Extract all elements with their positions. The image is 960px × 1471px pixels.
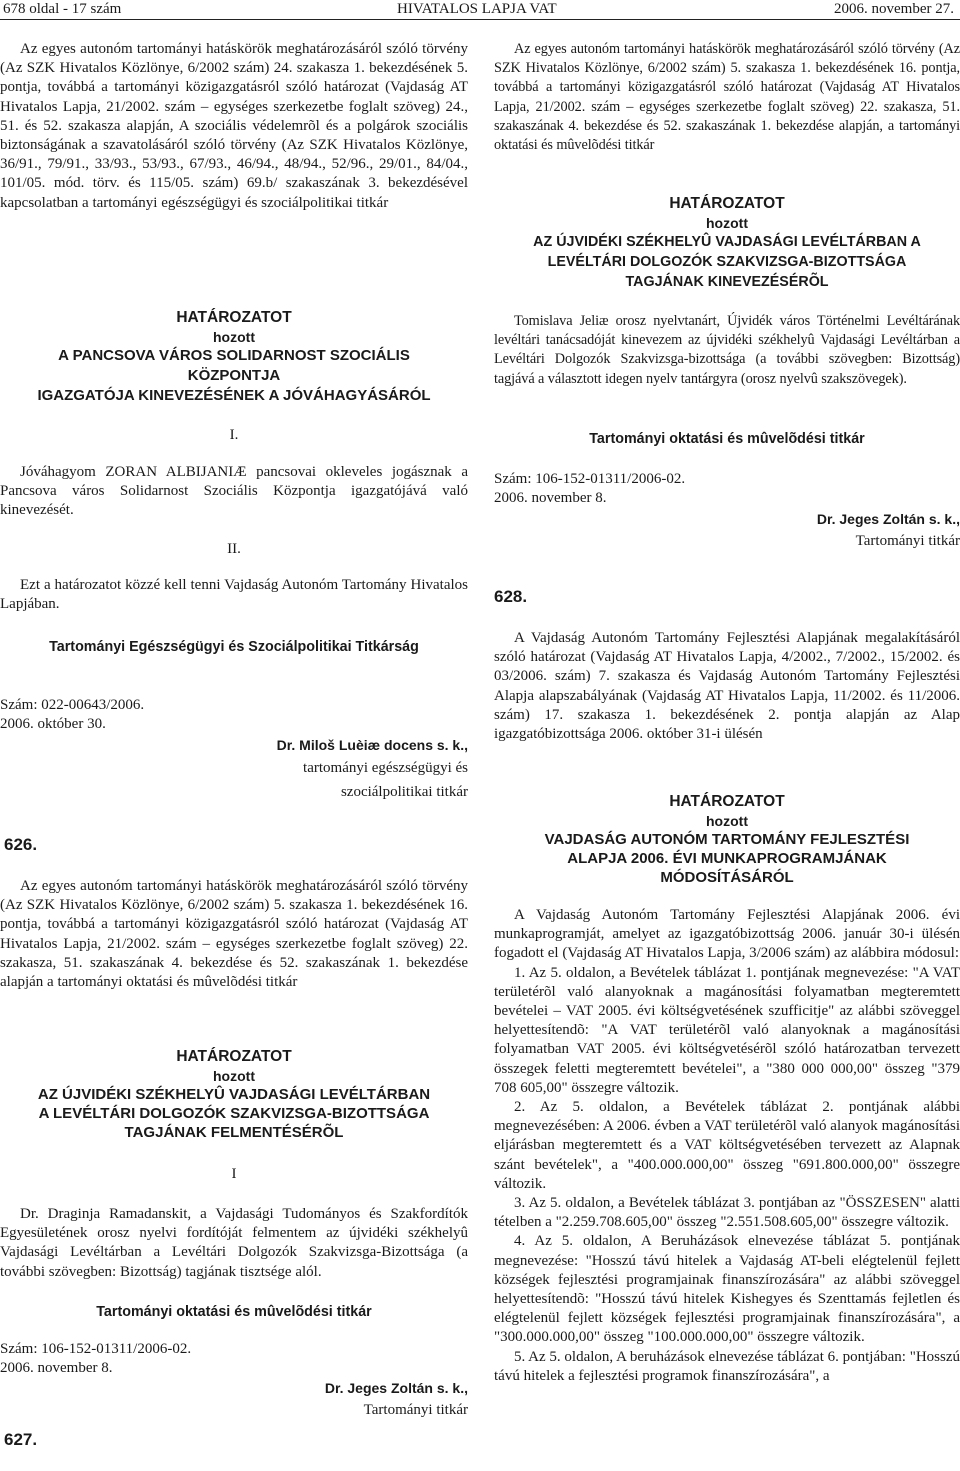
section-body: Dr. Draginja Ramadanskit, a Vajdasági Tudományos és Szakfordítók Egyesületének orosz nyelvi fordítóját felmentem az újvidéki székhelyû Vajdasági Levéltárban a Levéltári Dolgozók Szakvizsga-Bizottsága (a további szövegben: Bizottság) tagjának tisztsége alól. xyxy=(0,1206,468,1280)
resolution-subject-line: AZ ÚJVIDÉKI SZÉKHELYÛ VAJDASÁGI LEVÉLTÁRBAN A xyxy=(533,234,921,250)
resolution-heading xyxy=(494,194,960,292)
amendment-item: 1. Az 5. oldalon, a Bevételek táblázat 1. pontjának megnevezése: "A VAT területérõl való alanyoknak a magánosítási folyamatban megteremtett bevételei – VAT 2005. évi költségvetésének szufficitje" az alábbi szöveggel helyettesítendõ: "A VAT területérõl való alanyoknak a magánosítási folyamatban VAT 2005. évi költségvetésérõl szóló határozatban tervezett összegek feletti megteremtett bevételei", a "380 000 000,00" összeg "379 708 605,00" összegre változik. xyxy=(494,964,960,1096)
signatory-role: szociálpolitikai titkár xyxy=(340,784,468,801)
signatory-role: tartományi egészségügyi és xyxy=(303,760,468,777)
body-paragraph: A Vajdaság Autonóm Tartomány Fejlesztési Alapjának 2006. évi munkaprogramját, amelyet az igazgatóbizottság 2006. január 30-i ülésén fogadott el (Vajdaság AT Hivatalos Lapja, 3/2006 szám) az alábbira módosul: xyxy=(494,907,960,962)
resolution-heading xyxy=(494,792,960,887)
signature-block xyxy=(0,736,468,803)
issuing-office: Tartományi Egészségügyi és Szociálpolitikai Titkárság xyxy=(49,639,419,655)
document-reference xyxy=(0,1340,468,1378)
signatory-name: Dr. Jeges Zoltán s. k., xyxy=(816,511,960,527)
signatory-name: Dr. Jeges Zoltán s. k., xyxy=(324,1380,468,1396)
resolution-subject-line: IGAZGATÓJA KINEVEZÉSÉNEK A JÓVÁHAGYÁSÁRÓL xyxy=(37,387,431,404)
resolution-title: HATÁROZATOT xyxy=(669,195,785,212)
amendment-item: 5. Az 5. oldalon, A beruházások elnevezése táblázat 6. pontjában: "Hosszú távú hitelek a fejlesztési programok finanszírozására", a xyxy=(494,1348,960,1384)
reference-date: 2006. október 30. xyxy=(0,716,106,733)
section-number: II. xyxy=(227,541,241,557)
section-number: I xyxy=(231,1166,237,1182)
issue-date: 2006. november 27. xyxy=(834,1,954,17)
section-body: Jóváhagyom ZORAN ALBIJANIÆ pancsovai okleveles jogásznak a Pancsova város Solidarnost Szociális Központja igazgatójává való kinevezését. xyxy=(0,464,468,519)
resolution-title: HATÁROZATOT xyxy=(176,1048,292,1065)
left-column xyxy=(0,0,468,1471)
resolution-hozott: hozott xyxy=(213,329,255,345)
page-number: 678 oldal - 17 szám xyxy=(3,1,122,17)
resolution-subject-line: A LEVÉLTÁRI DOLGOZÓK SZAKVIZSGA-BIZOTTSÁGA xyxy=(38,1105,430,1122)
section-number: I. xyxy=(229,427,239,443)
resolution-subject-line: A PANCSOVA VÁROS SOLIDARNOST SZOCIÁLIS xyxy=(58,347,410,364)
signatory-role: Tartományi titkár xyxy=(363,1402,468,1419)
right-column xyxy=(494,0,960,1471)
signatory-role: Tartományi titkár xyxy=(855,533,960,550)
resolution-body xyxy=(494,906,960,1386)
document-reference xyxy=(0,696,468,734)
resolution-intro: Az egyes autonóm tartományi hatáskörök meghatározásáról szóló törvény (Az SZK Hivatalos Közlönye, 6/2002 szám) 5. szakasza 1. bekezdésének 16. pontja, továbbá a tartományi közigazgatásról szóló határozat (Vajdaság AT Hivatalos Lapja, 21/2002. szám – egységes szerkezetbe foglalt szöveg) 22. szakasza, 51. szakaszának 4. bekezdése és 52. szakaszának 1. bekezdése alapján, a tartományi oktatási és mûvelõdési titkár xyxy=(494,41,960,154)
resolution-subject-line: VAJDASÁG AUTONÓM TARTOMÁNY FEJLESZTÉSI xyxy=(544,831,910,848)
resolution-subject-line: AZ ÚJVIDÉKI SZÉKHELYÛ VAJDASÁGI LEVÉLTÁRBAN xyxy=(37,1086,431,1103)
section-body: Tomislava Jeliæ orosz nyelvtanárt, Újvidék város Történelmi Levéltárának levéltári tanácsadóját kinevezem az újvidéki székhelyû Vajdasági Levéltárban a Levéltári Dolgozók Szakvizsga-bizottsága (a további szövegben: Bizottság) tagjává a választott idegen nyelv tantárgyra (orosz nyelvû szakszövegek). xyxy=(494,313,960,387)
resolution-title: HATÁROZATOT xyxy=(669,793,785,810)
journal-title: HIVATALOS LAPJA VAT xyxy=(397,1,557,17)
signature-block xyxy=(0,1379,468,1422)
resolution-title: HATÁROZATOT xyxy=(176,309,292,326)
resolution-hozott: hozott xyxy=(706,215,748,231)
document-number: 626. xyxy=(4,835,38,854)
resolution-subject-line: TAGJÁNAK FELMENTÉSÉRÕL xyxy=(124,1124,344,1141)
resolution-subject-line: ALAPJA 2006. ÉVI MUNKAPROGRAMJÁNAK xyxy=(567,850,887,867)
amendment-item: 4. Az 5. oldalon, A Beruházások elnevezése táblázat 5. pontjának megnevezése: "Hosszú távú hitelek a Vajdaság AT-beli elégtelenül fejlett községek fejlesztési programjainak finanszírozására" az alábbi szöveggel helyettesítendõ: "Hosszú távú hitelek Kishegyes és Szenttamás fejletlen és elégtelenül fejlett községek fejlesztési programjainak finanszírozására", a "300.000.000,00" összeg "100.000.000,00" összegre változik. xyxy=(494,1233,960,1346)
amendment-item: 2. Az 5. oldalon, a Bevételek táblázat 2. pontjának alábbi megnevezésében: A 2006. évben a VAT területérõl való alanyok magánosítási eljárásban megteremtett és a VAT költségvetésében tervezett az Alapnak szánt bevételek", a "400.000.000,00" összeg "691.800.000,00" összegre változik. xyxy=(494,1099,960,1192)
resolution-intro: A Vajdaság Autonóm Tartomány Fejlesztési Alapjának megalakításáról szóló határozat (Vajdaság AT Hivatalos Lapja, 4/2002., 7/2002., 15/2002. és 03/2006. szám) 7. szakasza és Vajdaság Autonóm Tartomány Fejlesztési Alapja alapszabályának (Vajdaság AT Hivatalos Lapja, 11/2002. és 11/2006. szám) 17. szakasza 1. bekezdésének 2. pontja alapján az Alap igazgatóbizottsága 2006. október 31-i ülésén xyxy=(494,630,960,743)
reference-number: Szám: 022-00643/2006. xyxy=(0,697,145,713)
intro-paragraph: Az egyes autonóm tartományi hatáskörök meghatározásáról szóló törvény (Az SZK Hivatalos Közlönye, 6/2002 szám) 24. szakasza 1. bekezdésének 5. pontja, továbbá a tartományi közigazgatásról szóló határozat (Vajdaság AT Hivatalos Lapja, 21/2002. szám – egységes szerkezetbe foglalt szöveg) 24., 51. és 52. szakasza alapján, A szociális védelemrõl és a polgárok szociális biztonságának a szavatolásáról szóló törvény (Az SZK Hivatalos Közlönye, 36/91., 79/91., 33/93., 53/93., 67/93., 46/94., 48/94., 52/96., 29/01., 84/04., 101/05. mód. törv. és 115/05. szám) 69.b/ szakaszának 3. bekezdésével kapcsolatban a tartományi egészségügyi és szociálpolitikai titkár xyxy=(0,41,468,211)
resolution-hozott: hozott xyxy=(706,813,748,829)
document-number: 627. xyxy=(4,1430,38,1449)
reference-number: Szám: 106-152-01311/2006-02. xyxy=(0,1341,192,1357)
reference-date: 2006. november 8. xyxy=(0,1360,113,1377)
resolution-intro: Az egyes autonóm tartományi hatáskörök meghatározásáról szóló törvény (Az SZK Hivatalos Közlönye, 6/2002 szám) 5. szakasza 1. bekezdésének 16. pontja, továbbá a tartományi közigazgatásról szóló határozat (Vajdaság AT Hivatalos Lapja, 21/2002. szám – egységes szerkezetbe foglalt szöveg) 22. szakasza, 51. szakaszának 4. bekezdése és 52. szakaszának 1. bekezdése alapján a tartományi oktatási és mûvelõdési titkár xyxy=(0,878,468,991)
issuing-office: Tartományi oktatási és mûvelõdési titkár xyxy=(96,1304,372,1320)
reference-date: 2006. november 8. xyxy=(494,490,607,507)
signature-block xyxy=(494,510,960,553)
resolution-heading xyxy=(0,308,468,406)
resolution-subject-line: MÓDOSÍTÁSÁRÓL xyxy=(660,869,794,886)
document-reference xyxy=(494,470,960,508)
resolution-hozott: hozott xyxy=(213,1068,255,1084)
resolution-subject-line: TAGJÁNAK KINEVEZÉSÉRÕL xyxy=(625,274,829,290)
resolution-subject-line: LEVÉLTÁRI DOLGOZÓK SZAKVIZSGA-BIZOTTSÁGA xyxy=(547,254,907,270)
reference-number: Szám: 106-152-01311/2006-02. xyxy=(494,471,686,487)
amendment-item: 3. Az 5. oldalon, a Bevételek táblázat 3. pontjában az "ÖSSZESEN" alatti tételben a "2.259.708.605,00" összeg "2.551.508.605,00" összegre változik. xyxy=(494,1195,960,1231)
resolution-heading xyxy=(0,1047,468,1142)
document-number: 628. xyxy=(494,587,528,606)
section-body: Ezt a határozatot közzé kell tenni Vajdaság Autonóm Tartomány Hivatalos Lapjában. xyxy=(0,577,468,613)
resolution-subject-line: KÖZPONTJA xyxy=(187,367,281,384)
signatory-name: Dr. Miloš Luèiæ docens s. k., xyxy=(276,737,468,753)
issuing-office: Tartományi oktatási és mûvelõdési titkár xyxy=(589,431,865,447)
resolution-intro xyxy=(0,40,468,213)
